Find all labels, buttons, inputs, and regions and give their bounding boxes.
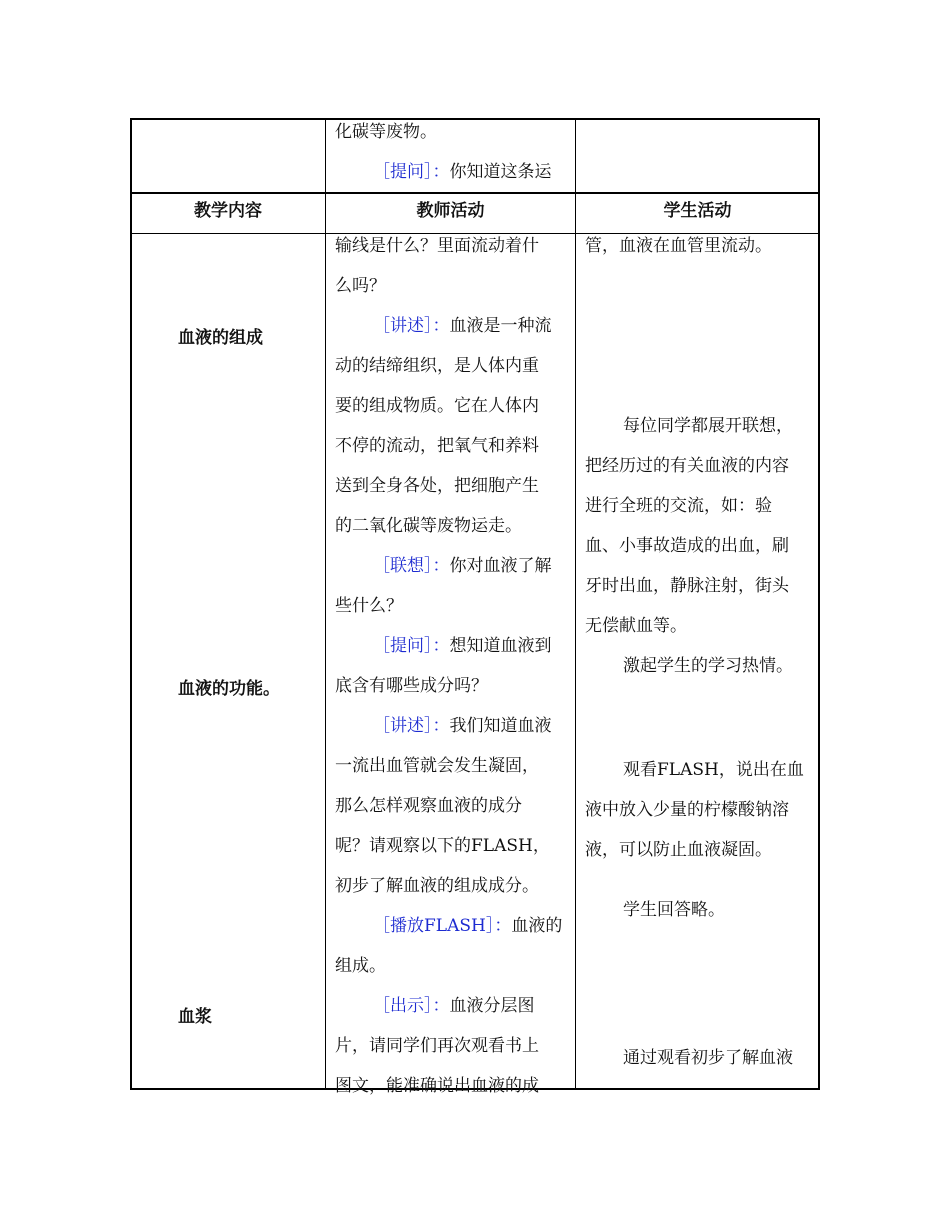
text-line <box>335 152 552 192</box>
student-line: 血、小事故造成的出血，刷 <box>585 536 789 556</box>
text-line <box>335 1066 562 1106</box>
student-line: 把经历过的有关血液的内容 <box>585 456 789 476</box>
column-divider-1 <box>325 118 326 1090</box>
line-text: 我们知道血液 <box>449 716 552 736</box>
student-line: 管，血液在血管里流动。 <box>585 236 772 256</box>
student-line: 激起学生的学习热情。 <box>623 656 793 676</box>
student-line: 观看FLASH，说出在血 <box>623 760 804 780</box>
line-text: 输线是什么？里面流动着什 <box>335 236 539 256</box>
student-line: 学生回答略。 <box>623 900 725 920</box>
header-col-teacher: 教师活动 <box>416 201 485 221</box>
text-line <box>335 112 552 152</box>
student-line: 无偿献血等。 <box>585 616 687 636</box>
line-text: 一流出血管就会发生凝固， <box>335 756 539 776</box>
line-text: 组成。 <box>335 956 386 976</box>
activity-tag: ［出示］： <box>373 996 450 1016</box>
line-text: 动的结缔组织，是人体内重 <box>335 356 539 376</box>
text-line <box>335 506 562 546</box>
text-line <box>335 346 562 386</box>
label-blood-composition: 血液的组成 <box>178 328 263 348</box>
text-line <box>335 226 562 266</box>
text-line <box>335 306 562 346</box>
column-divider-2 <box>575 118 576 1090</box>
text-line <box>335 666 562 706</box>
text-line <box>335 986 562 1026</box>
text-line <box>335 786 562 826</box>
student-line: 液，可以防止血液凝固。 <box>585 840 772 860</box>
line-text: 化碳等废物。 <box>335 122 437 142</box>
top-row-teacher-cell <box>335 112 552 192</box>
line-text: 图文，能准确说出血液的成 <box>335 1076 539 1096</box>
text-line <box>335 866 562 906</box>
line-text: 要的组成物质。它在人体内 <box>335 396 539 416</box>
line-text: 么吗？ <box>335 276 386 296</box>
student-activity-cell <box>585 226 817 1086</box>
teacher-activity-cell <box>335 226 562 1106</box>
line-text: 片，请同学们再次观看书上 <box>335 1036 539 1056</box>
student-line: 每位同学都展开联想， <box>623 416 793 436</box>
line-text: 送到全身各处，把细胞产生 <box>335 476 539 496</box>
text-line <box>335 586 562 626</box>
activity-tag: ［讲述］： <box>373 716 450 736</box>
activity-tag: ［播放FLASH］： <box>373 916 512 936</box>
activity-tag: ［讲述］： <box>373 316 450 336</box>
line-text: 不停的流动，把氧气和养料 <box>335 436 539 456</box>
line-text: 那么怎样观察血液的成分 <box>335 796 522 816</box>
line-text: 你知道这条运 <box>449 162 552 182</box>
line-text: 想知道血液到 <box>449 636 552 656</box>
text-line <box>335 706 562 746</box>
line-text: 些什么？ <box>335 596 403 616</box>
text-line <box>335 266 562 306</box>
text-line <box>335 746 562 786</box>
text-line <box>335 546 562 586</box>
text-line <box>335 626 562 666</box>
activity-tag: ［提问］： <box>373 636 450 656</box>
line-text: 血液是一种流 <box>449 316 552 336</box>
line-text: 血液的 <box>511 916 563 936</box>
text-line <box>335 906 562 946</box>
text-line <box>335 386 562 426</box>
text-line <box>335 466 562 506</box>
text-line <box>335 826 562 866</box>
line-text: 呢？请观察以下的FLASH， <box>335 836 550 856</box>
student-line: 进行全班的交流，如：验 <box>585 496 772 516</box>
activity-tag: ［联想］： <box>373 556 450 576</box>
line-text: 的二氧化碳等废物运走。 <box>335 516 522 536</box>
student-line: 牙时出血，静脉注射，街头 <box>585 576 789 596</box>
line-text: 初步了解血液的组成成分。 <box>335 876 539 896</box>
activity-tag: ［提问］： <box>373 162 450 182</box>
student-line: 液中放入少量的柠檬酸钠溶 <box>585 800 789 820</box>
student-line: 通过观看初步了解血液 <box>623 1048 793 1068</box>
header-col-student: 学生活动 <box>663 201 732 221</box>
line-text: 你对血液了解 <box>449 556 552 576</box>
text-line <box>335 1026 562 1066</box>
label-blood-function: 血液的功能。 <box>178 679 280 699</box>
text-line <box>335 426 562 466</box>
label-plasma: 血浆 <box>178 1007 212 1027</box>
line-text: 底含有哪些成分吗？ <box>335 676 488 696</box>
header-col-content: 教学内容 <box>194 201 262 221</box>
text-line <box>335 946 562 986</box>
line-text: 血液分层图 <box>449 996 535 1016</box>
